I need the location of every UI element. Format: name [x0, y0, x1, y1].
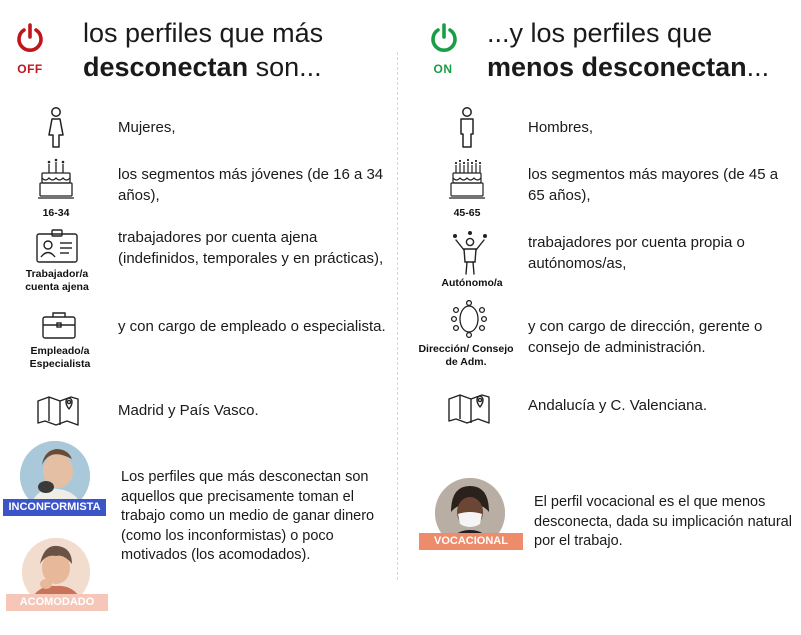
power-off-icon [14, 22, 46, 59]
position-caption: Empleado/a Especialista [29, 345, 91, 370]
left-item-text: trabajadores por cuenta ajena (indefinidos, temporales y en prácticas), [118, 229, 384, 267]
left-summary-paragraph: Los perfiles que más desconectan son aquellos que precisamente toman el trabajo como un medio de ganar dinero (como los inconformistas) o poco motivados (los acomodados). [121, 469, 375, 563]
acomodado-badge: ACOMODADO [6, 594, 108, 611]
birthday-cake-icon [38, 158, 74, 200]
briefcase-icon [41, 310, 77, 340]
inconformista-badge: INCONFORMISTA [3, 499, 106, 516]
left-item-text: Mujeres, [118, 119, 176, 136]
vocacional-badge: VOCACIONAL [419, 533, 523, 550]
right-item-text: trabajadores por cuenta propia o autónomos/as, [528, 234, 745, 272]
right-item-text: y con cargo de dirección, gerente o consejo de administración. [528, 318, 763, 356]
left-item-text: Madrid y País Vasco. [118, 402, 259, 419]
left-headline: los perfiles que más desconectan son... [83, 18, 324, 82]
left-item-text: los segmentos más jóvenes (de 16 a 34 años), [118, 166, 384, 204]
age-caption: 16-34 [42, 207, 70, 219]
map-icon [36, 393, 80, 427]
birthday-cake-many-candles-icon [449, 158, 485, 200]
right-item-text: Andalucía y C. Valenciana. [528, 397, 707, 414]
on-label: ON [433, 62, 453, 76]
power-on-icon [428, 22, 460, 59]
employment-caption: Autónomo/a [441, 277, 503, 289]
right-item-text: los segmentos más mayores (de 45 a 65 años), [528, 166, 779, 204]
map-icon [447, 391, 491, 425]
right-headline: ...y los perfiles que menos desconectan... [487, 18, 770, 82]
position-caption: Dirección/ Consejo de Adm. [418, 343, 514, 368]
id-badge-icon [35, 228, 79, 264]
woman-icon [44, 106, 68, 150]
man-icon [455, 106, 479, 150]
boardroom-table-icon [449, 300, 489, 338]
off-label: OFF [17, 62, 43, 76]
column-divider [397, 52, 398, 580]
employment-caption: Trabajador/a cuenta ajena [25, 268, 89, 293]
age-caption: 45-65 [453, 207, 481, 219]
juggler-icon [450, 230, 490, 276]
right-summary-paragraph: El perfil vocacional es el que menos desconecta, dada su implicación natural por el trabajo. [534, 494, 792, 549]
left-item-text: y con cargo de empleado o especialista. [118, 318, 386, 335]
right-item-text: Hombres, [528, 119, 594, 136]
